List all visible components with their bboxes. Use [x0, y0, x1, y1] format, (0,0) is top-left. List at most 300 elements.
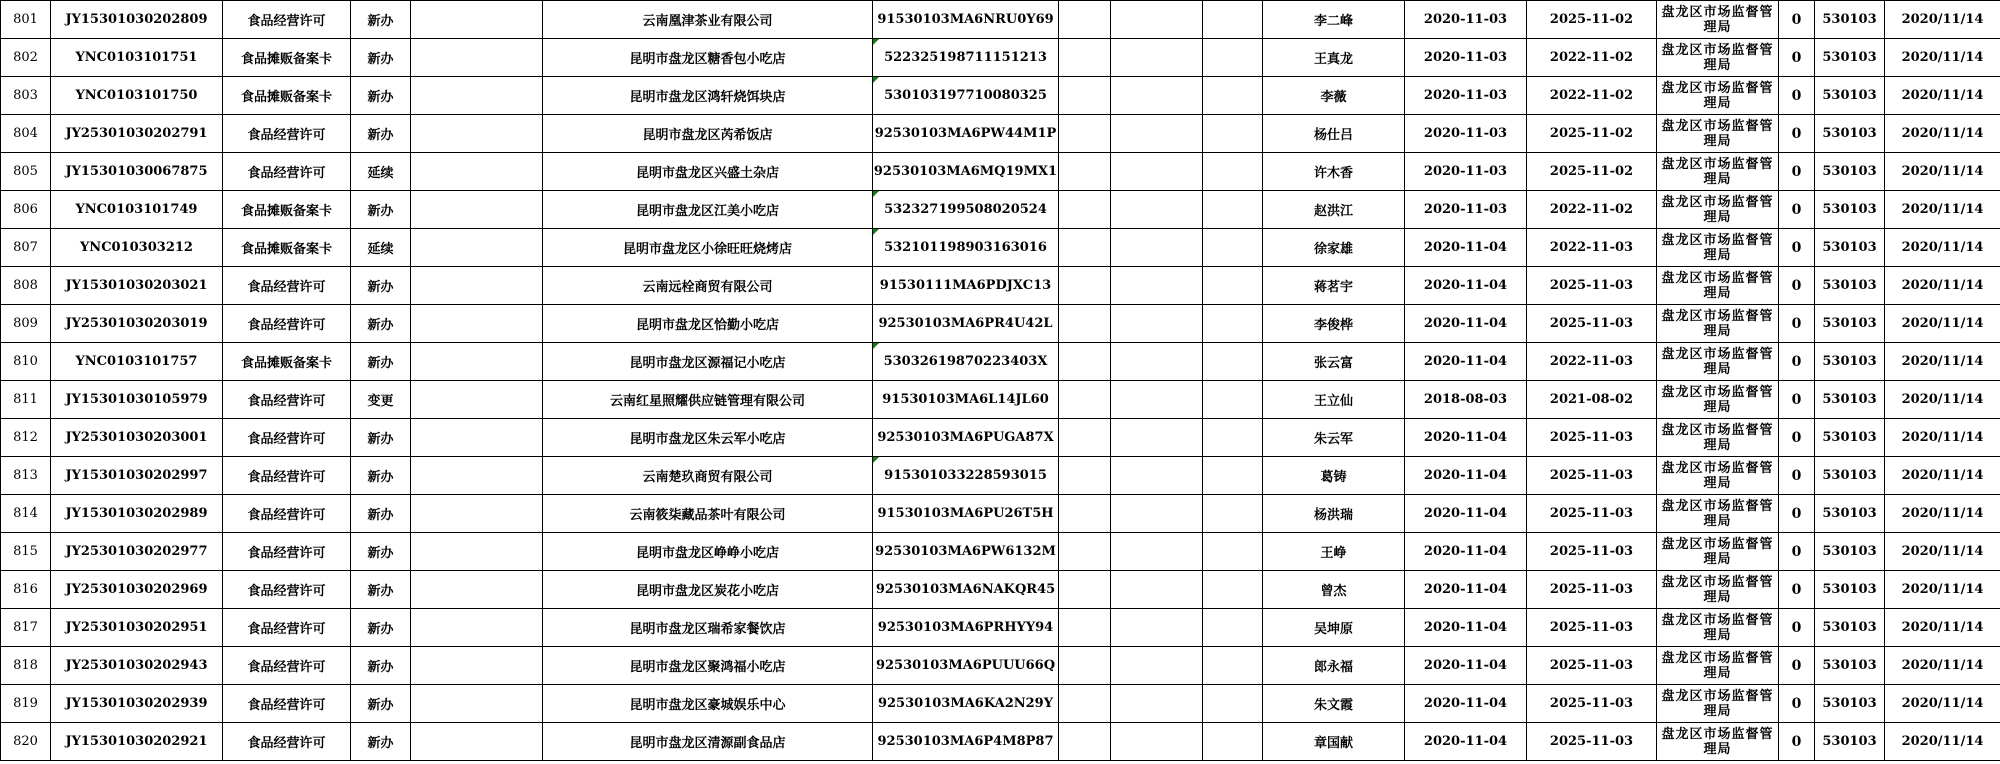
area-code-cell	[1815, 647, 1885, 685]
business-name-cell	[543, 723, 873, 761]
valid-from-cell	[1405, 229, 1527, 267]
row-number-text: 806	[13, 202, 38, 217]
permit-type-text: 食品摊贩备案卡	[240, 356, 332, 371]
empty-cell	[411, 495, 543, 533]
permit-number-text: JY15301030202989	[65, 506, 208, 521]
status-code-text: 0	[1791, 125, 1802, 142]
business-name-text: 云南凰津茶业有限公司	[642, 14, 773, 29]
application-type-text: 新办	[367, 14, 394, 29]
valid-from-cell	[1405, 267, 1527, 305]
valid-to-cell	[1527, 571, 1657, 609]
legal-person-text: 王立仙	[1313, 394, 1353, 409]
credit-code-text: 92530103MA6MQ19MX1	[873, 164, 1058, 179]
cell-comment-indicator-icon	[873, 343, 879, 349]
application-type-text: 新办	[367, 698, 394, 713]
valid-to-cell	[1527, 533, 1657, 571]
permit-type-text: 食品经营许可	[247, 584, 326, 599]
issuing-authority-cell	[1657, 571, 1779, 609]
update-date-text: 2020/11/14	[1901, 696, 1984, 711]
legal-person-cell	[1263, 343, 1405, 381]
application-type-cell	[351, 153, 411, 191]
business-name-text: 昆明市盘龙区鸿轩烧饵块店	[629, 90, 786, 105]
permit-number-text: JY15301030067875	[65, 164, 208, 179]
permit-type-text: 食品经营许可	[247, 128, 326, 143]
area-code-text: 530103	[1822, 544, 1877, 559]
issuing-authority-cell	[1657, 723, 1779, 761]
application-type-cell	[351, 495, 411, 533]
permit-number-cell	[51, 647, 223, 685]
credit-code-text: 91530103MA6PU26T5H	[877, 506, 1054, 521]
legal-person-cell	[1263, 77, 1405, 115]
business-name-text: 昆明市盘龙区恰勤小吃店	[635, 318, 779, 333]
empty-cell	[411, 305, 543, 343]
credit-code-text: 522325198711151213	[884, 50, 1047, 65]
valid-from-cell	[1405, 343, 1527, 381]
business-name-cell	[543, 305, 873, 343]
credit-code-text: 92530103MA6KA2N29Y	[877, 696, 1054, 711]
update-date-text: 2020/11/14	[1901, 88, 1984, 103]
application-type-cell	[351, 39, 411, 77]
credit-code-cell	[873, 381, 1059, 419]
legal-person-text: 徐家雄	[1313, 242, 1353, 257]
empty-cell	[1111, 77, 1203, 115]
business-name-cell	[543, 495, 873, 533]
update-date-cell	[1885, 533, 2000, 571]
application-type-cell	[351, 533, 411, 571]
credit-code-text: 92530103MA6NAKQR45	[875, 582, 1056, 597]
row-number-cell	[1, 571, 51, 609]
application-type-text: 新办	[367, 660, 394, 675]
area-code-text: 530103	[1822, 278, 1877, 293]
status-code-text: 0	[1791, 391, 1802, 408]
empty-cell	[1059, 723, 1111, 761]
empty-cell	[411, 1, 543, 39]
issuing-authority-text: 盘龙区市场监督管理局	[1661, 726, 1774, 757]
empty-cell	[1059, 77, 1111, 115]
permit-number-text: YNC010303212	[80, 240, 193, 255]
issuing-authority-text: 盘龙区市场监督管理局	[1661, 536, 1774, 567]
area-code-cell	[1815, 77, 1885, 115]
update-date-cell	[1885, 647, 2000, 685]
status-code-cell	[1779, 305, 1815, 343]
table-row	[1, 153, 2000, 191]
empty-cell	[1111, 723, 1203, 761]
valid-from-text: 2020-11-04	[1423, 278, 1508, 293]
issuing-authority-text: 盘龙区市场监督管理局	[1661, 80, 1774, 111]
credit-code-text: 532101198903163016	[884, 240, 1047, 255]
area-code-cell	[1815, 457, 1885, 495]
permit-type-cell	[223, 609, 351, 647]
valid-to-cell	[1527, 191, 1657, 229]
table-row	[1, 381, 2000, 419]
issuing-authority-cell	[1657, 267, 1779, 305]
permit-number-cell	[51, 191, 223, 229]
application-type-text: 变更	[367, 394, 394, 409]
legal-person-text: 王峥	[1320, 546, 1347, 561]
legal-person-text: 葛铸	[1320, 470, 1347, 485]
empty-cell	[1059, 533, 1111, 571]
valid-to-text: 2025-11-03	[1549, 696, 1634, 711]
update-date-cell	[1885, 191, 2000, 229]
valid-from-cell	[1405, 153, 1527, 191]
permit-number-cell	[51, 609, 223, 647]
valid-to-text: 2022-11-02	[1549, 88, 1634, 103]
permit-number-text: YNC0103101750	[75, 88, 198, 103]
empty-cell	[1059, 39, 1111, 77]
credit-code-cell	[873, 153, 1059, 191]
status-code-cell	[1779, 343, 1815, 381]
status-code-cell	[1779, 571, 1815, 609]
application-type-cell	[351, 1, 411, 39]
update-date-cell	[1885, 1, 2000, 39]
permit-number-text: JY15301030202997	[65, 468, 208, 483]
empty-cell	[1111, 305, 1203, 343]
credit-code-cell	[873, 229, 1059, 267]
valid-from-text: 2020-11-04	[1423, 696, 1508, 711]
permit-type-text: 食品经营许可	[247, 698, 326, 713]
empty-cell	[1111, 267, 1203, 305]
credit-code-text: 92530103MA6PW6132M	[875, 544, 1056, 559]
area-code-text: 530103	[1822, 126, 1877, 141]
table-row	[1, 229, 2000, 267]
valid-to-text: 2025-11-03	[1549, 544, 1634, 559]
empty-cell	[1203, 115, 1263, 153]
application-type-text: 新办	[367, 52, 394, 67]
status-code-text: 0	[1791, 277, 1802, 294]
business-name-text: 昆明市盘龙区江美小吃店	[635, 204, 779, 219]
legal-person-cell	[1263, 533, 1405, 571]
permit-number-text: JY15301030105979	[65, 392, 208, 407]
business-name-text: 昆明市盘龙区芮希饭店	[642, 128, 773, 143]
row-number-cell	[1, 495, 51, 533]
area-code-text: 530103	[1822, 696, 1877, 711]
row-number-text: 801	[13, 12, 38, 27]
update-date-text: 2020/11/14	[1901, 12, 1984, 27]
legal-person-text: 杨洪瑞	[1313, 508, 1353, 523]
valid-to-cell	[1527, 457, 1657, 495]
legal-person-text: 许木香	[1313, 166, 1353, 181]
valid-to-text: 2025-11-03	[1549, 430, 1634, 445]
status-code-text: 0	[1791, 505, 1802, 522]
cell-comment-indicator-icon	[873, 39, 879, 45]
credit-code-cell	[873, 571, 1059, 609]
row-number-cell	[1, 153, 51, 191]
update-date-text: 2020/11/14	[1901, 544, 1984, 559]
application-type-text: 新办	[367, 546, 394, 561]
status-code-cell	[1779, 153, 1815, 191]
empty-cell	[1111, 419, 1203, 457]
valid-to-cell	[1527, 419, 1657, 457]
application-type-text: 延续	[367, 166, 394, 181]
permit-type-cell	[223, 647, 351, 685]
status-code-cell	[1779, 115, 1815, 153]
business-name-cell	[543, 153, 873, 191]
table-row	[1, 647, 2000, 685]
permit-type-cell	[223, 685, 351, 723]
valid-to-text: 2025-11-02	[1549, 126, 1634, 141]
credit-code-cell	[873, 305, 1059, 343]
application-type-cell	[351, 685, 411, 723]
valid-to-cell	[1527, 229, 1657, 267]
permit-number-cell	[51, 685, 223, 723]
empty-cell	[1111, 343, 1203, 381]
valid-to-text: 2025-11-03	[1549, 278, 1634, 293]
valid-to-text: 2025-11-03	[1549, 620, 1634, 635]
application-type-text: 新办	[367, 204, 394, 219]
permit-type-text: 食品摊贩备案卡	[240, 90, 332, 105]
business-name-cell	[543, 571, 873, 609]
empty-cell	[1203, 533, 1263, 571]
permit-number-cell	[51, 229, 223, 267]
application-type-cell	[351, 191, 411, 229]
status-code-cell	[1779, 533, 1815, 571]
row-number-cell	[1, 343, 51, 381]
area-code-text: 530103	[1822, 734, 1877, 749]
update-date-cell	[1885, 305, 2000, 343]
empty-cell	[411, 229, 543, 267]
status-code-text: 0	[1791, 467, 1802, 484]
permit-type-cell	[223, 533, 351, 571]
permit-number-cell	[51, 419, 223, 457]
permit-number-cell	[51, 723, 223, 761]
valid-to-cell	[1527, 39, 1657, 77]
row-number-cell	[1, 647, 51, 685]
row-number-cell	[1, 229, 51, 267]
permit-number-text: YNC0103101749	[75, 202, 198, 217]
status-code-cell	[1779, 229, 1815, 267]
empty-cell	[411, 153, 543, 191]
legal-person-cell	[1263, 647, 1405, 685]
permit-type-text: 食品经营许可	[247, 660, 326, 675]
business-name-cell	[543, 343, 873, 381]
table-row	[1, 495, 2000, 533]
valid-to-text: 2025-11-03	[1549, 506, 1634, 521]
application-type-cell	[351, 723, 411, 761]
valid-from-text: 2020-11-03	[1423, 164, 1508, 179]
status-code-cell	[1779, 39, 1815, 77]
credit-code-text: 91530103MA6L14JL60	[882, 392, 1049, 407]
legal-person-text: 李俊桦	[1313, 318, 1353, 333]
business-name-text: 昆明市盘龙区炭花小吃店	[635, 584, 779, 599]
table-row	[1, 191, 2000, 229]
empty-cell	[1059, 115, 1111, 153]
credit-code-cell	[873, 77, 1059, 115]
application-type-cell	[351, 305, 411, 343]
row-number-cell	[1, 267, 51, 305]
status-code-cell	[1779, 381, 1815, 419]
update-date-text: 2020/11/14	[1901, 278, 1984, 293]
issuing-authority-text: 盘龙区市场监督管理局	[1661, 156, 1774, 187]
permit-type-text: 食品经营许可	[247, 470, 326, 485]
valid-to-text: 2025-11-03	[1549, 468, 1634, 483]
table-row	[1, 419, 2000, 457]
status-code-text: 0	[1791, 163, 1802, 180]
credit-code-text: 530103197710080325	[884, 88, 1047, 103]
application-type-text: 新办	[367, 584, 394, 599]
legal-person-cell	[1263, 723, 1405, 761]
issuing-authority-cell	[1657, 457, 1779, 495]
empty-cell	[411, 77, 543, 115]
issuing-authority-cell	[1657, 343, 1779, 381]
update-date-cell	[1885, 229, 2000, 267]
empty-cell	[1111, 191, 1203, 229]
row-number-text: 814	[13, 506, 38, 521]
business-name-text: 昆明市盘龙区峥峥小吃店	[635, 546, 779, 561]
empty-cell	[1203, 1, 1263, 39]
permit-type-text: 食品摊贩备案卡	[240, 242, 332, 257]
application-type-text: 延续	[367, 242, 394, 257]
permit-number-text: JY25301030202943	[65, 658, 208, 673]
valid-from-cell	[1405, 685, 1527, 723]
permit-type-text: 食品经营许可	[247, 432, 326, 447]
empty-cell	[411, 381, 543, 419]
area-code-cell	[1815, 571, 1885, 609]
empty-cell	[1059, 685, 1111, 723]
row-number-text: 820	[13, 734, 38, 749]
issuing-authority-cell	[1657, 381, 1779, 419]
credit-code-cell	[873, 191, 1059, 229]
business-name-cell	[543, 685, 873, 723]
issuing-authority-cell	[1657, 153, 1779, 191]
permit-number-cell	[51, 153, 223, 191]
permit-type-cell	[223, 419, 351, 457]
valid-from-cell	[1405, 39, 1527, 77]
permit-number-cell	[51, 457, 223, 495]
valid-from-cell	[1405, 533, 1527, 571]
empty-cell	[1203, 39, 1263, 77]
status-code-cell	[1779, 419, 1815, 457]
legal-person-text: 吴坤原	[1313, 622, 1353, 637]
business-name-cell	[543, 115, 873, 153]
legal-person-text: 杨仕吕	[1313, 128, 1353, 143]
permit-type-cell	[223, 305, 351, 343]
area-code-cell	[1815, 229, 1885, 267]
issuing-authority-text: 盘龙区市场监督管理局	[1661, 574, 1774, 605]
application-type-text: 新办	[367, 90, 394, 105]
update-date-text: 2020/11/14	[1901, 430, 1984, 445]
valid-from-text: 2020-11-04	[1423, 506, 1508, 521]
empty-cell	[411, 419, 543, 457]
update-date-cell	[1885, 381, 2000, 419]
valid-from-text: 2018-08-03	[1423, 392, 1508, 407]
issuing-authority-cell	[1657, 39, 1779, 77]
area-code-text: 530103	[1822, 468, 1877, 483]
empty-cell	[1059, 419, 1111, 457]
credit-code-text: 92530103MA6PUUU66Q	[875, 658, 1056, 673]
permit-number-text: YNC0103101751	[75, 50, 198, 65]
valid-from-text: 2020-11-03	[1423, 12, 1508, 27]
update-date-text: 2020/11/14	[1901, 316, 1984, 331]
empty-cell	[1111, 229, 1203, 267]
row-number-cell	[1, 609, 51, 647]
update-date-text: 2020/11/14	[1901, 658, 1984, 673]
valid-from-cell	[1405, 305, 1527, 343]
valid-from-text: 2020-11-03	[1423, 202, 1508, 217]
issuing-authority-text: 盘龙区市场监督管理局	[1661, 422, 1774, 453]
status-code-text: 0	[1791, 201, 1802, 218]
legal-person-text: 章国献	[1313, 736, 1353, 751]
area-code-cell	[1815, 153, 1885, 191]
valid-to-cell	[1527, 115, 1657, 153]
permit-number-cell	[51, 267, 223, 305]
business-name-text: 昆明市盘龙区豪城娱乐中心	[629, 698, 786, 713]
row-number-text: 804	[13, 126, 38, 141]
update-date-cell	[1885, 115, 2000, 153]
row-number-cell	[1, 419, 51, 457]
row-number-cell	[1, 723, 51, 761]
valid-from-text: 2020-11-04	[1423, 582, 1508, 597]
credit-code-text: 92530103MA6PW44M1P	[874, 126, 1057, 141]
row-number-text: 810	[13, 354, 38, 369]
business-name-cell	[543, 229, 873, 267]
update-date-text: 2020/11/14	[1901, 50, 1984, 65]
status-code-cell	[1779, 457, 1815, 495]
permit-number-cell	[51, 571, 223, 609]
business-name-text: 昆明市盘龙区兴盛土杂店	[635, 166, 779, 181]
empty-cell	[1059, 191, 1111, 229]
legal-person-cell	[1263, 381, 1405, 419]
credit-code-text: 92530103MA6PR4U42L	[878, 316, 1053, 331]
credit-code-cell	[873, 419, 1059, 457]
permit-type-cell	[223, 381, 351, 419]
legal-person-text: 朱云军	[1313, 432, 1353, 447]
empty-cell	[1203, 343, 1263, 381]
empty-cell	[1203, 571, 1263, 609]
permit-type-text: 食品摊贩备案卡	[240, 52, 332, 67]
row-number-text: 815	[13, 544, 38, 559]
application-type-text: 新办	[367, 356, 394, 371]
business-name-cell	[543, 381, 873, 419]
valid-to-text: 2025-11-03	[1549, 582, 1634, 597]
valid-to-text: 2022-11-03	[1549, 240, 1634, 255]
row-number-text: 812	[13, 430, 38, 445]
row-number-text: 818	[13, 658, 38, 673]
legal-person-text: 张云富	[1313, 356, 1353, 371]
business-name-cell	[543, 647, 873, 685]
issuing-authority-text: 盘龙区市场监督管理局	[1661, 460, 1774, 491]
issuing-authority-cell	[1657, 647, 1779, 685]
permit-type-cell	[223, 191, 351, 229]
permit-type-text: 食品摊贩备案卡	[240, 204, 332, 219]
update-date-text: 2020/11/14	[1901, 202, 1984, 217]
permit-type-cell	[223, 229, 351, 267]
update-date-cell	[1885, 571, 2000, 609]
valid-to-text: 2025-11-02	[1549, 12, 1634, 27]
update-date-cell	[1885, 685, 2000, 723]
business-name-text: 昆明市盘龙区源福记小吃店	[629, 356, 786, 371]
valid-to-text: 2025-11-03	[1549, 316, 1634, 331]
business-name-text: 云南远栓商贸有限公司	[642, 280, 773, 295]
area-code-text: 530103	[1822, 164, 1877, 179]
table-row	[1, 457, 2000, 495]
status-code-cell	[1779, 77, 1815, 115]
valid-to-text: 2025-11-03	[1549, 658, 1634, 673]
valid-to-cell	[1527, 267, 1657, 305]
valid-from-text: 2020-11-04	[1423, 240, 1508, 255]
area-code-text: 530103	[1822, 316, 1877, 331]
application-type-text: 新办	[367, 736, 394, 751]
status-code-cell	[1779, 723, 1815, 761]
valid-from-text: 2020-11-03	[1423, 50, 1508, 65]
status-code-cell	[1779, 191, 1815, 229]
empty-cell	[1059, 495, 1111, 533]
application-type-text: 新办	[367, 432, 394, 447]
permit-number-cell	[51, 77, 223, 115]
empty-cell	[411, 609, 543, 647]
issuing-authority-text: 盘龙区市场监督管理局	[1661, 498, 1774, 529]
row-number-text: 811	[13, 392, 38, 407]
application-type-cell	[351, 77, 411, 115]
